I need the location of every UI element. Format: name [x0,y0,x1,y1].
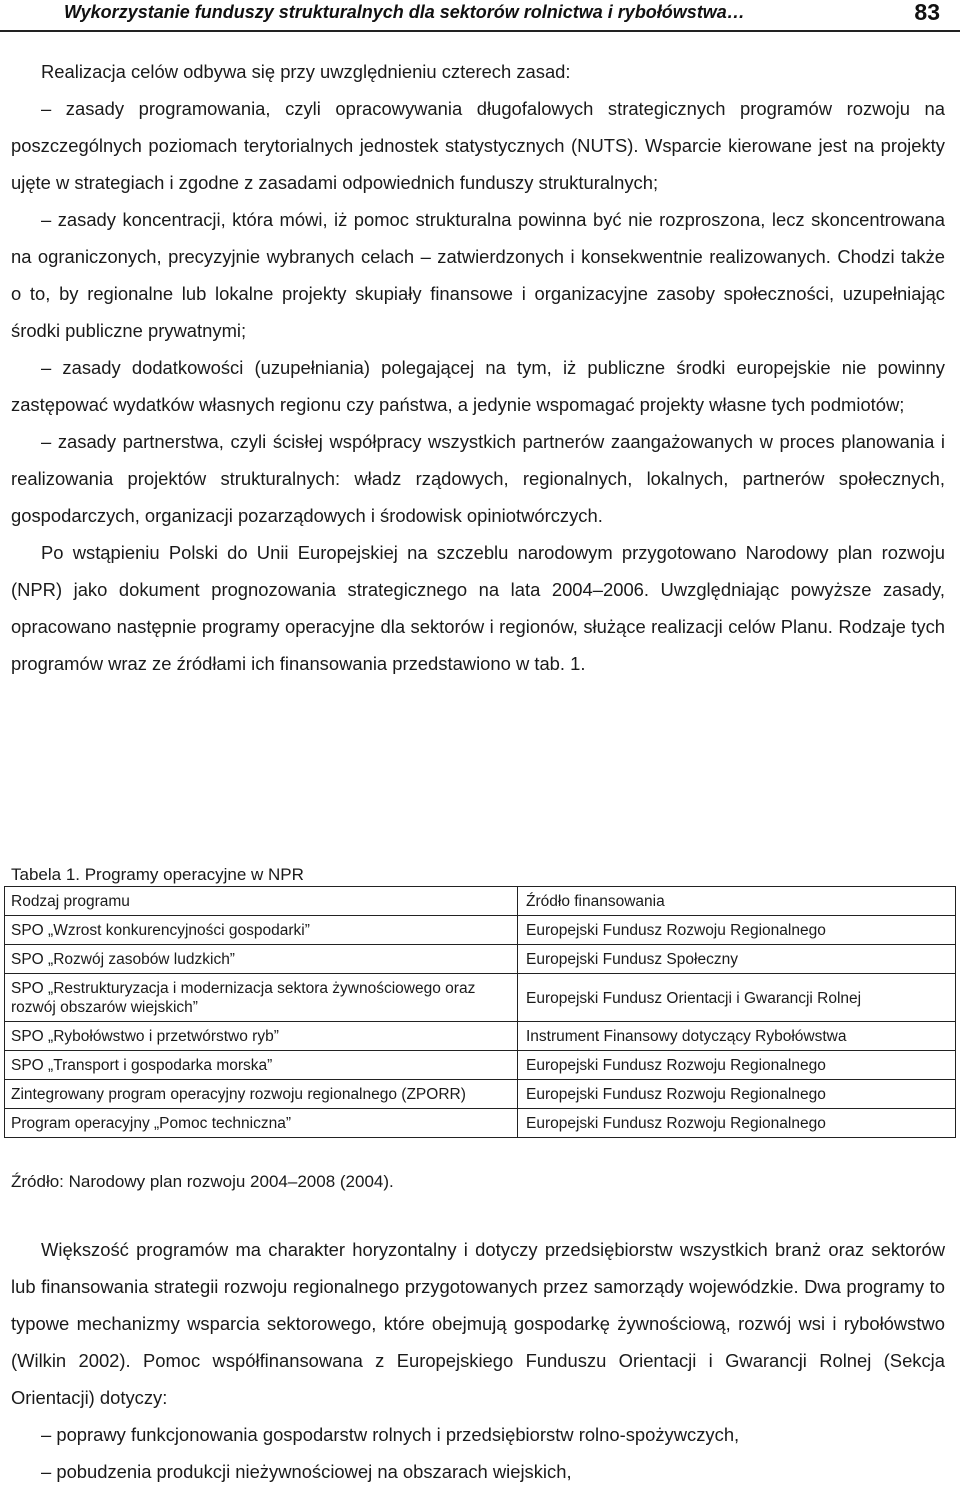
table-cell: SPO „Rozwój zasobów ludzkich” [5,945,518,974]
table-row [5,1051,956,1080]
page-number: 83 [914,0,940,25]
table-cell: SPO „Transport i gospodarka morska” [5,1051,518,1080]
table-cell: SPO „Rybołówstwo i przetwórstwo ryb” [5,1022,518,1051]
table-cell: Europejski Fundusz Rozwoju Regionalnego [518,1080,956,1109]
table-caption: Tabela 1. Programy operacyjne w NPR [11,865,304,884]
programs-table [4,886,956,1138]
table-row [5,916,956,945]
list-item: – pobudzenia produkcji nieżywnościowej na obszarach wiejskich, [41,1461,572,1482]
table-cell: Europejski Fundusz Orientacji i Gwarancji Rolnej [518,974,956,1022]
paragraph-npr: Po wstąpieniu Polski do Unii Europejskiej na szczeblu narodowym przygotowano Narodowy plan rozwoju (NPR) jako dokument prognozowania strategicznego na lata 2004–2006. Uwzględniając powyższe zasady, opracowano następnie programy operacyjne dla sektorów i regionów, służące realizacji celów Planu. Rodzaje tych programów wraz ze źródłami ich finansowania przedstawiono w tab. 1. [11,542,945,674]
table-cell: Instrument Finansowy dotyczący Rybołówstwa [518,1022,956,1051]
table-source-note: Źródło: Narodowy plan rozwoju 2004–2008 (2004). [11,1172,394,1191]
paragraph-horizontal-programs: Większość programów ma charakter horyzontalny i dotyczy przedsiębiorstw wszystkich branż oraz sektorów lub finansowania strategii rozwoju regionalnego przygotowanych przez samorządy wojewódzkie. Dwa programy to typowe mechanizmy wsparcia sektorowego, które obejmują gospodarkę żywnościową, rozwój wsi i rybołówstwo (Wilkin 2002). Pomoc współfinansowana z Europejskiego Funduszu Orientacji i Gwarancji Rolnej (Sekcja Orientacji) dotyczy: [11,1239,945,1408]
running-title: Wykorzystanie funduszy strukturalnych dla sektorów rolnictwa i rybołówstwa… [64,2,745,22]
list-item: – poprawy funkcjonowania gospodarstw rolnych i przedsiębiorstw rolno-spożywczych, [41,1424,740,1445]
table-row [5,974,956,1022]
table-cell: Europejski Fundusz Rozwoju Regionalnego [518,916,956,945]
table-row [5,1080,956,1109]
table-row [5,945,956,974]
table-cell: Zintegrowany program operacyjny rozwoju regionalnego (ZPORR) [5,1080,518,1109]
table-cell: SPO „Wzrost konkurencyjności gospodarki” [5,916,518,945]
table-cell: Europejski Fundusz Rozwoju Regionalnego [518,1109,956,1138]
paragraph-partnership-principle: – zasady partnerstwa, czyli ścisłej współpracy wszystkich partnerów zaangażowanych w proces planowania i realizowania projektów strukturalnych: władz rządowych, regionalnych, lokalnych, partnerów społecznych, gospodarczych, organizacji pozarządowych i środowisk opiniotwórczych. [11,431,945,526]
table-header-cell: Rodzaj programu [5,887,518,916]
paragraph-programming-principle: – zasady programowania, czyli opracowywania długofalowych strategicznych programów rozwoju na poszczególnych poziomach terytorialnych jednostek statystycznych (NUTS). Wsparcie kierowane jest na projekty ujęte w strategiach i zgodne z zasadami odpowiednich funduszy strukturalnych; [11,98,945,193]
table-header-cell: Źródło finansowania [518,887,956,916]
table-row [5,1022,956,1051]
table-cell: Europejski Fundusz Rozwoju Regionalnego [518,1051,956,1080]
table-header-row [5,887,956,916]
body-text-section-2 [11,1231,945,1490]
table-row [5,1109,956,1138]
table-cell: SPO „Restrukturyzacja i modernizacja sektora żywnościowego oraz rozwój obszarów wiejskich” [5,974,518,1022]
paragraph-intro: Realizacja celów odbywa się przy uwzględnieniu czterech zasad: [41,61,571,82]
table-cell: Program operacyjny „Pomoc techniczna” [5,1109,518,1138]
table-cell: Europejski Fundusz Społeczny [518,945,956,974]
body-text-section-1 [11,53,945,682]
paragraph-additionality-principle: – zasady dodatkowości (uzupełniania) polegającej na tym, iż publiczne środki europejskie nie powinny zastępować wydatków własnych regionu czy państwa, a jedynie wspomagać projekty własne tych podmiotów; [11,357,945,415]
running-header [0,0,960,32]
paragraph-concentration-principle: – zasady koncentracji, która mówi, iż pomoc strukturalna powinna być nie rozproszona, lecz skoncentrowana na ograniczonych, precyzyjnie wybranych celach – zatwierdzonych i konsekwentnie realizowanych. Chodzi także o to, by regionalne lub lokalne projekty skupiały finansowe i organizacyjne zasoby społeczności, uzupełniając środki publiczne prywatnymi; [11,209,945,341]
